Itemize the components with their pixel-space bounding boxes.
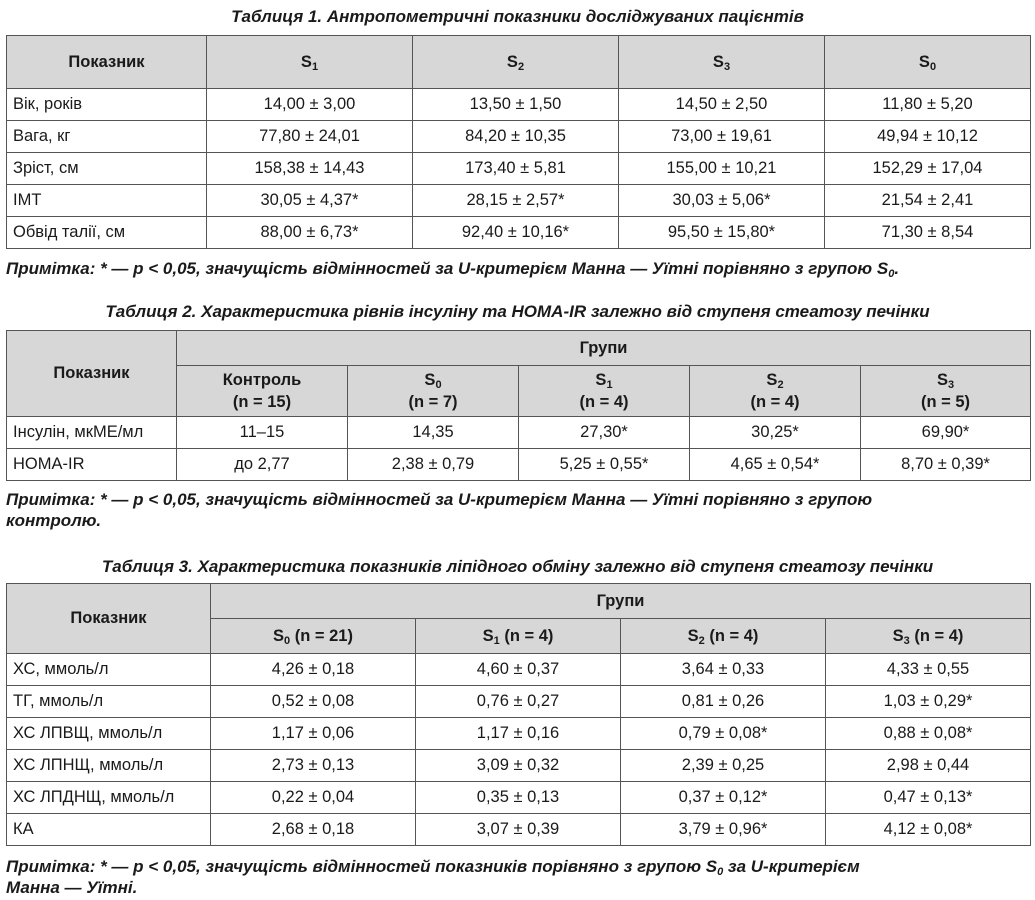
cell: 11–15 bbox=[177, 417, 348, 449]
cell: 2,38 ± 0,79 bbox=[348, 449, 519, 481]
table1 bbox=[6, 35, 1031, 249]
cell: 155,00 ± 10,21 bbox=[619, 153, 825, 185]
row-label: ІМТ bbox=[7, 185, 207, 217]
table1-header-group: $S_0$ bbox=[825, 36, 1031, 89]
table2-header-group: $S_1$ (n = 4) bbox=[519, 366, 690, 417]
cell: 14,35 bbox=[348, 417, 519, 449]
cell: 0,88 ± 0,08* bbox=[826, 718, 1031, 750]
table3 bbox=[6, 583, 1031, 846]
row-label: ТГ, ммоль/л bbox=[7, 686, 211, 718]
table1-header-group: $S_1$ bbox=[207, 36, 413, 89]
cell: 2,68 ± 0,18 bbox=[211, 814, 416, 846]
cell: 0,37 ± 0,12* bbox=[621, 782, 826, 814]
cell: 3,09 ± 0,32 bbox=[416, 750, 621, 782]
table3-header-group: $S_3$ (n = 4) bbox=[826, 619, 1031, 654]
cell: 0,22 ± 0,04 bbox=[211, 782, 416, 814]
row-label: ХС, ммоль/л bbox=[7, 654, 211, 686]
row-label: ХС ЛПВЩ, ммоль/л bbox=[7, 718, 211, 750]
cell: 0,52 ± 0,08 bbox=[211, 686, 416, 718]
table1-header-group: $S_2$ bbox=[413, 36, 619, 89]
table3-header-group: $S_0$ (n = 21) bbox=[211, 619, 416, 654]
cell: 8,70 ± 0,39* bbox=[861, 449, 1031, 481]
row-label: Вік, років bbox=[7, 89, 207, 121]
table3-header-group: $S_2$ (n = 4) bbox=[621, 619, 826, 654]
table3-note: Примітка: * — р < 0,05, значущість відмінностей показників порівняно з групою $S_0$ за U-критерієм Манна — Уїтні. bbox=[6, 857, 860, 897]
table2-header-group: $S_0$ (n = 7) bbox=[348, 366, 519, 417]
cell: 0,47 ± 0,13* bbox=[826, 782, 1031, 814]
cell: 1,03 ± 0,29* bbox=[826, 686, 1031, 718]
cell: 92,40 ± 10,16* bbox=[413, 217, 619, 249]
table-row bbox=[7, 686, 1031, 718]
table1-caption: Таблиця 1. Антропометричні показники досліджуваних пацієнтів bbox=[231, 7, 804, 26]
cell: 30,25* bbox=[690, 417, 861, 449]
table1-header-group: $S_3$ bbox=[619, 36, 825, 89]
cell: 0,79 ± 0,08* bbox=[621, 718, 826, 750]
cell: 152,29 ± 17,04 bbox=[825, 153, 1031, 185]
cell: 1,17 ± 0,06 bbox=[211, 718, 416, 750]
row-label: Зріст, см bbox=[7, 153, 207, 185]
table2-caption: Таблиця 2. Характеристика рівнів інсуліну та HOMA-IR залежно від ступеня стеатозу печінки bbox=[105, 302, 930, 321]
table3-header-group: $S_1$ (n = 4) bbox=[416, 619, 621, 654]
cell: 2,98 ± 0,44 bbox=[826, 750, 1031, 782]
cell: 4,26 ± 0,18 bbox=[211, 654, 416, 686]
cell: 173,40 ± 5,81 bbox=[413, 153, 619, 185]
table-row bbox=[7, 185, 1031, 217]
table3-header-groups: Групи bbox=[211, 584, 1031, 619]
table1-header-indicator: Показник bbox=[7, 36, 207, 89]
table-row bbox=[7, 153, 1031, 185]
table2-header-groups: Групи bbox=[177, 331, 1031, 366]
row-label: HOMA-IR bbox=[7, 449, 177, 481]
row-label: КА bbox=[7, 814, 211, 846]
cell: 11,80 ± 5,20 bbox=[825, 89, 1031, 121]
row-label: Обвід талії, см bbox=[7, 217, 207, 249]
cell: 49,94 ± 10,12 bbox=[825, 121, 1031, 153]
cell: 3,07 ± 0,39 bbox=[416, 814, 621, 846]
table2-header-indicator: Показник bbox=[7, 331, 177, 417]
table1-note: Примітка: * — р < 0,05, значущість відмінностей за U-критерієм Манна — Уїтні порівняно з групою $S_0$. bbox=[6, 259, 900, 280]
cell: 13,50 ± 1,50 bbox=[413, 89, 619, 121]
table-row bbox=[7, 782, 1031, 814]
cell: 0,81 ± 0,26 bbox=[621, 686, 826, 718]
table-row bbox=[7, 121, 1031, 153]
table2 bbox=[6, 330, 1031, 481]
table2-header-group: $S_3$ (n = 5) bbox=[861, 366, 1031, 417]
cell: 14,00 ± 3,00 bbox=[207, 89, 413, 121]
cell: 3,79 ± 0,96* bbox=[621, 814, 826, 846]
table-row bbox=[7, 217, 1031, 249]
cell: 4,60 ± 0,37 bbox=[416, 654, 621, 686]
row-label: Вага, кг bbox=[7, 121, 207, 153]
cell: 14,50 ± 2,50 bbox=[619, 89, 825, 121]
row-label: ХС ЛПНЩ, ммоль/л bbox=[7, 750, 211, 782]
cell: 77,80 ± 24,01 bbox=[207, 121, 413, 153]
table-row bbox=[7, 750, 1031, 782]
cell: 84,20 ± 10,35 bbox=[413, 121, 619, 153]
table-row bbox=[7, 814, 1031, 846]
cell: 73,00 ± 19,61 bbox=[619, 121, 825, 153]
cell: 4,12 ± 0,08* bbox=[826, 814, 1031, 846]
table-row bbox=[7, 417, 1031, 449]
cell: до 2,77 bbox=[177, 449, 348, 481]
cell: 0,35 ± 0,13 bbox=[416, 782, 621, 814]
cell: 88,00 ± 6,73* bbox=[207, 217, 413, 249]
table2-header-group: Контроль (n = 15) bbox=[177, 366, 348, 417]
cell: 0,76 ± 0,27 bbox=[416, 686, 621, 718]
table-row bbox=[7, 89, 1031, 121]
cell: 2,73 ± 0,13 bbox=[211, 750, 416, 782]
cell: 4,65 ± 0,54* bbox=[690, 449, 861, 481]
table3-header-indicator: Показник bbox=[7, 584, 211, 654]
cell: 71,30 ± 8,54 bbox=[825, 217, 1031, 249]
table-row bbox=[7, 718, 1031, 750]
cell: 30,03 ± 5,06* bbox=[619, 185, 825, 217]
cell: 21,54 ± 2,41 bbox=[825, 185, 1031, 217]
cell: 158,38 ± 14,43 bbox=[207, 153, 413, 185]
cell: 95,50 ± 15,80* bbox=[619, 217, 825, 249]
table-row bbox=[7, 449, 1031, 481]
cell: 28,15 ± 2,57* bbox=[413, 185, 619, 217]
cell: 3,64 ± 0,33 bbox=[621, 654, 826, 686]
cell: 27,30* bbox=[519, 417, 690, 449]
table-row bbox=[7, 654, 1031, 686]
cell: 5,25 ± 0,55* bbox=[519, 449, 690, 481]
table2-header-group: $S_2$ (n = 4) bbox=[690, 366, 861, 417]
cell: 69,90* bbox=[861, 417, 1031, 449]
cell: 1,17 ± 0,16 bbox=[416, 718, 621, 750]
cell: 30,05 ± 4,37* bbox=[207, 185, 413, 217]
cell: 4,33 ± 0,55 bbox=[826, 654, 1031, 686]
table2-note: Примітка: * — р < 0,05, значущість відмінностей за U-критерієм Манна — Уїтні порівняно з групою контролю. bbox=[6, 490, 873, 530]
table3-caption: Таблиця 3. Характеристика показників ліпідного обміну залежно від ступеня стеатозу печінки bbox=[101, 557, 934, 576]
row-label: ХС ЛПДНЩ, ммоль/л bbox=[7, 782, 211, 814]
row-label: Інсулін, мкМЕ/мл bbox=[7, 417, 177, 449]
cell: 2,39 ± 0,25 bbox=[621, 750, 826, 782]
